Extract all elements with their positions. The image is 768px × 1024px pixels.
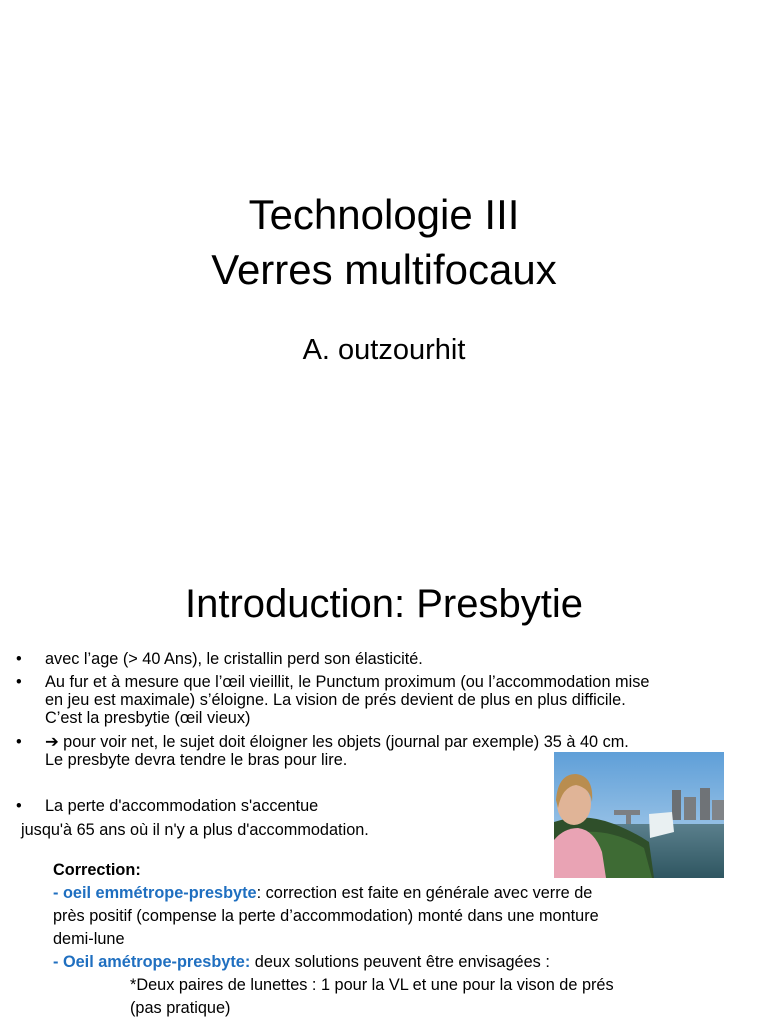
bullet-text: C’est la presbytie (œil vieux) xyxy=(45,709,251,727)
correction-label: - oeil emmétrope-presbyte xyxy=(53,884,257,902)
author: A. outzourhit xyxy=(302,334,466,366)
bullet-text: avec l’age (> 40 Ans), le cristallin perd son élasticité. xyxy=(45,650,423,668)
slide-heading: Introduction: Presbytie xyxy=(185,582,583,626)
arrow-icon: ➔ xyxy=(45,733,59,751)
correction-text: demi-lune xyxy=(53,930,125,948)
bullet-dot: • xyxy=(16,733,22,751)
bullet-text: Au fur et à mesure que l’œil vieillit, le Punctum proximum (ou l’accommodation mise xyxy=(45,673,650,691)
correction-heading: Correction: xyxy=(53,861,141,879)
correction-label: - Oeil amétrope-presbyte: xyxy=(53,953,251,971)
bullet-dot: • xyxy=(16,797,22,815)
title-line-2: Verres multifocaux xyxy=(211,246,557,293)
photo-woman-waterfall-icon xyxy=(554,752,724,878)
correction-text: près positif (compense la perte d’accommodation) monté dans une monture xyxy=(53,907,599,925)
bullet-item xyxy=(16,673,761,727)
title-line-1: Technologie III xyxy=(248,191,520,238)
bullet-text: en jeu est maximale) s’éloigne. La vision de prés devient de plus en plus difficile. xyxy=(45,691,626,709)
bullet-dot: • xyxy=(16,673,22,691)
correction-item-2: - Oeil amétrope-presbyte: deux solutions peuvent être envisagées : xyxy=(53,953,550,971)
continuation-text: jusqu'à 65 ans où il n'y a plus d'accommodation. xyxy=(21,821,369,839)
correction-item-1: - oeil emmétrope-presbyte: correction est faite en générale avec verre de xyxy=(53,884,593,902)
bullet-text: Le presbyte devra tendre le bras pour lire. xyxy=(45,751,348,769)
correction-sub-item: (pas pratique) xyxy=(130,999,231,1017)
correction-section xyxy=(53,859,713,1020)
bullet-dot: • xyxy=(16,650,22,668)
bullet-text: ➔ pour voir net, le sujet doit éloigner les objets (journal par exemple) 35 à 40 cm. xyxy=(45,733,629,751)
bullet-text: La perte d'accommodation s'accentue xyxy=(45,797,319,815)
bullet-item xyxy=(16,650,761,668)
correction-sub-item: *Deux paires de lunettes : 1 pour la VL et une pour la vison de prés xyxy=(130,976,614,994)
